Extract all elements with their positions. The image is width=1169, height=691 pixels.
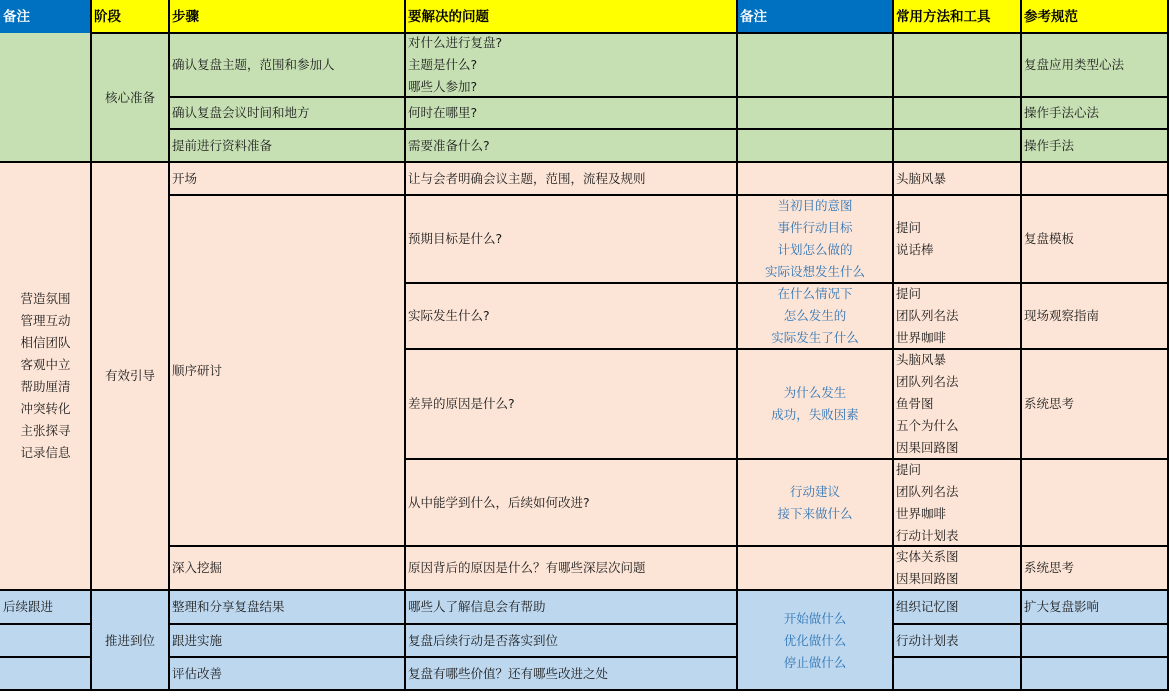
tool-item: 提问: [896, 461, 922, 477]
table-row-question: [405, 459, 737, 546]
table-row-question: [405, 349, 737, 459]
follow-remark-cell: [0, 624, 91, 657]
table-row-step: [169, 546, 405, 590]
table-row-question: [405, 129, 737, 162]
step-text: 确认复盘会议时间和地方: [172, 105, 310, 120]
grid-line: [1167, 0, 1169, 691]
table-row-reference: [1021, 349, 1169, 459]
remark-line: 记录信息: [20, 445, 71, 460]
table-row-tools: [893, 162, 1021, 195]
grid-line: [1020, 0, 1022, 691]
remark-line: 后续跟进: [3, 599, 54, 614]
table-row-reference: [1021, 129, 1169, 162]
note-line: 优化做什么: [783, 632, 847, 648]
table-row-step: [169, 195, 405, 546]
note-line: 接下来做什么: [777, 505, 853, 521]
reference-text: 系统思考: [1024, 396, 1075, 411]
header-tools: [893, 0, 1021, 33]
grid-line: [893, 623, 1169, 625]
reference-text: 复盘应用类型心法: [1024, 57, 1125, 72]
table-row-note: [737, 97, 893, 129]
table-row-question: [405, 33, 737, 97]
table-row-reference: [1021, 162, 1169, 195]
table-row-reference: [1021, 590, 1169, 624]
table-row-question: [405, 97, 737, 129]
header-reference: [1021, 0, 1168, 33]
grid-line: [169, 545, 1169, 547]
note-line: 成功，失败因素: [771, 407, 859, 422]
grid-line: [169, 194, 1169, 196]
table-row-reference: [1021, 657, 1169, 691]
step-text: 开场: [172, 170, 198, 186]
tool-item: 实体关系图: [896, 549, 959, 564]
table-row-tools: [893, 349, 1021, 459]
table-row-question: [405, 657, 737, 691]
tool-item: 头脑风暴: [896, 352, 947, 367]
table-row-note: [737, 33, 893, 97]
table-row-note: [737, 195, 893, 283]
header-label: 备注: [740, 8, 767, 25]
table-row-question: [405, 195, 737, 283]
question-line: 哪些人参加?: [408, 79, 478, 94]
header-stage: [91, 0, 169, 33]
table-row-tools: [893, 624, 1021, 657]
table-row-tools: [893, 657, 1021, 691]
table-row-step: [169, 590, 405, 624]
grid-line: [892, 0, 894, 691]
tool-item: 世界咖啡: [896, 330, 947, 345]
table-row-reference: [1021, 546, 1169, 590]
question-line: 复盘有哪些价值？还有哪些改进之处: [408, 666, 609, 681]
question-line: 哪些人了解信息会有帮助: [408, 599, 546, 614]
remark-line: 营造氛围: [20, 291, 71, 306]
note-line: 行动建议: [789, 483, 840, 499]
question-line: 何时在哪里?: [408, 105, 478, 120]
header-note: [737, 0, 893, 33]
follow-remark-cell: [0, 657, 91, 691]
grid-line: [0, 623, 91, 625]
table-row-step: [169, 97, 405, 129]
table-row-reference: [1021, 283, 1169, 349]
grid-line: [90, 0, 92, 691]
note-line: 开始做什么: [783, 610, 847, 626]
step-text: 跟进实施: [172, 632, 223, 648]
table-row-note: [737, 162, 893, 195]
question-line: 对什么进行复盘?: [408, 35, 503, 50]
grid-line: [168, 0, 170, 691]
tool-item: 头脑风暴: [896, 170, 947, 186]
question-line: 差异的原因是什么?: [408, 396, 515, 411]
question-line: 主题是什么?: [408, 57, 478, 72]
reference-text: 现场观察指南: [1024, 308, 1100, 323]
question-line: 预期目标是什么?: [408, 231, 503, 246]
table-row-question: [405, 624, 737, 657]
remark-line: 主张探寻: [20, 423, 71, 438]
grid-line: [404, 0, 406, 691]
tool-item: 团队列名法: [896, 483, 959, 499]
note-line: 停止做什么: [783, 654, 847, 670]
stage-label: 有效引导: [104, 368, 155, 383]
header-label: 常用方法和工具: [896, 8, 991, 25]
tool-item: 团队列名法: [896, 308, 959, 323]
table-row-question: [405, 162, 737, 195]
tool-item: 组织记忆图: [896, 599, 959, 614]
guide-remark-cell: [0, 162, 91, 590]
note-line: 当初目的意图: [777, 198, 853, 213]
table-row-reference: [1021, 624, 1169, 657]
header-label: 要解决的问题: [408, 8, 489, 25]
remark-line: 客观中立: [20, 357, 71, 372]
tool-item: 提问: [896, 220, 922, 235]
header-label: 参考规范: [1024, 8, 1078, 25]
table-row-tools: [893, 590, 1021, 624]
grid-line: [91, 32, 1169, 34]
grid-line: [0, 161, 1169, 163]
follow-remark-cell: [0, 590, 91, 624]
table-row-question: [405, 283, 737, 349]
tool-item: 鱼骨图: [896, 396, 934, 411]
reference-text: 操作手法心法: [1024, 105, 1100, 120]
note-line: 实际设想发生什么: [764, 264, 865, 279]
remark-line: 管理互动: [20, 313, 71, 328]
follow-note-cell: [737, 590, 893, 691]
table-row-reference: [1021, 459, 1169, 546]
table-row-note: [737, 283, 893, 349]
remark-line: 相信团队: [20, 335, 71, 350]
note-line: 怎么发生的: [783, 308, 847, 323]
header-label: 阶段: [94, 8, 121, 25]
table-row-tools: [893, 283, 1021, 349]
grid-line: [0, 589, 1169, 591]
remark-line: 冲突转化: [20, 401, 71, 416]
stage-label: 推进到位: [104, 632, 155, 648]
table-row-reference: [1021, 97, 1169, 129]
header-problem: [405, 0, 737, 33]
table-row-tools: [893, 129, 1021, 162]
table-row-tools: [893, 546, 1021, 590]
header-step: [169, 0, 405, 33]
table-row-step: [169, 129, 405, 162]
step-text: 确认复盘主题，范围和参加人: [172, 57, 335, 72]
step-text: 顺序研讨: [172, 362, 223, 378]
question-line: 需要准备什么?: [408, 137, 490, 153]
grid-line: [169, 128, 1169, 130]
question-line: 从中能学到什么，后续如何改进?: [408, 494, 590, 510]
tool-item: 世界咖啡: [896, 505, 947, 521]
table-row-note: [737, 129, 893, 162]
grid-line: [405, 458, 1169, 460]
table-row-tools: [893, 459, 1021, 546]
step-text: 整理和分享复盘结果: [172, 599, 285, 614]
tool-item: 提问: [896, 286, 922, 301]
prep-remark-cell: [0, 33, 91, 162]
grid-line: [0, 689, 1169, 691]
table-row-note: [737, 546, 893, 590]
table-row-step: [169, 624, 405, 657]
table-row-step: [169, 657, 405, 691]
grid-line: [405, 348, 1169, 350]
grid-line: [169, 656, 737, 658]
grid-line: [169, 623, 737, 625]
table-row-reference: [1021, 33, 1169, 97]
table-row-step: [169, 162, 405, 195]
header-label: 备注: [3, 8, 30, 25]
tool-item: 行动计划表: [896, 527, 959, 543]
stage-label: 核心准备: [104, 89, 155, 105]
table-row-reference: [1021, 195, 1169, 283]
guide-stage-cell: [91, 162, 169, 590]
tool-item: 说话棒: [896, 242, 934, 257]
step-text: 评估改善: [172, 666, 223, 681]
note-line: 实际发生了什么: [771, 330, 859, 345]
header-label: 步骤: [172, 8, 199, 25]
reference-text: 操作手法: [1024, 137, 1075, 153]
follow-stage-cell: [91, 590, 169, 691]
step-text: 深入挖掘: [172, 560, 223, 575]
tool-item: 因果回路图: [896, 440, 959, 455]
remark-line: 帮助厘清: [20, 379, 71, 394]
reference-text: 扩大复盘影响: [1024, 599, 1100, 614]
tool-item: 因果回路图: [896, 571, 959, 586]
table-row-step: [169, 33, 405, 97]
tool-item: 团队列名法: [896, 374, 959, 389]
question-line: 复盘后续行动是否落实到位: [408, 632, 559, 648]
grid-line: [0, 656, 91, 658]
grid-line: [893, 656, 1169, 658]
table-row-question: [405, 590, 737, 624]
table-row-tools: [893, 97, 1021, 129]
table-row-tools: [893, 33, 1021, 97]
question-line: 让与会者明确会议主题，范围，流程及规则: [408, 170, 646, 186]
tool-item: 五个为什么: [896, 418, 959, 433]
note-line: 计划怎么做的: [777, 242, 853, 257]
grid-line: [736, 0, 738, 691]
step-text: 提前进行资料准备: [172, 137, 273, 153]
reference-text: 系统思考: [1024, 560, 1075, 575]
prep-stage-cell: [91, 33, 169, 162]
header-remark: [0, 0, 91, 33]
question-line: 原因背后的原因是什么？有哪些深层次问题: [408, 560, 646, 575]
grid-line: [405, 282, 1169, 284]
table-row-note: [737, 459, 893, 546]
note-line: 在什么情况下: [777, 286, 853, 301]
table-row-question: [405, 546, 737, 590]
table-row-tools: [893, 195, 1021, 283]
note-line: 事件行动目标: [777, 220, 853, 235]
note-line: 为什么发生: [783, 385, 847, 400]
tool-item: 行动计划表: [896, 632, 959, 648]
grid-line: [169, 96, 1169, 98]
table-row-note: [737, 349, 893, 459]
question-line: 实际发生什么?: [408, 308, 490, 323]
reference-text: 复盘模板: [1024, 231, 1075, 246]
